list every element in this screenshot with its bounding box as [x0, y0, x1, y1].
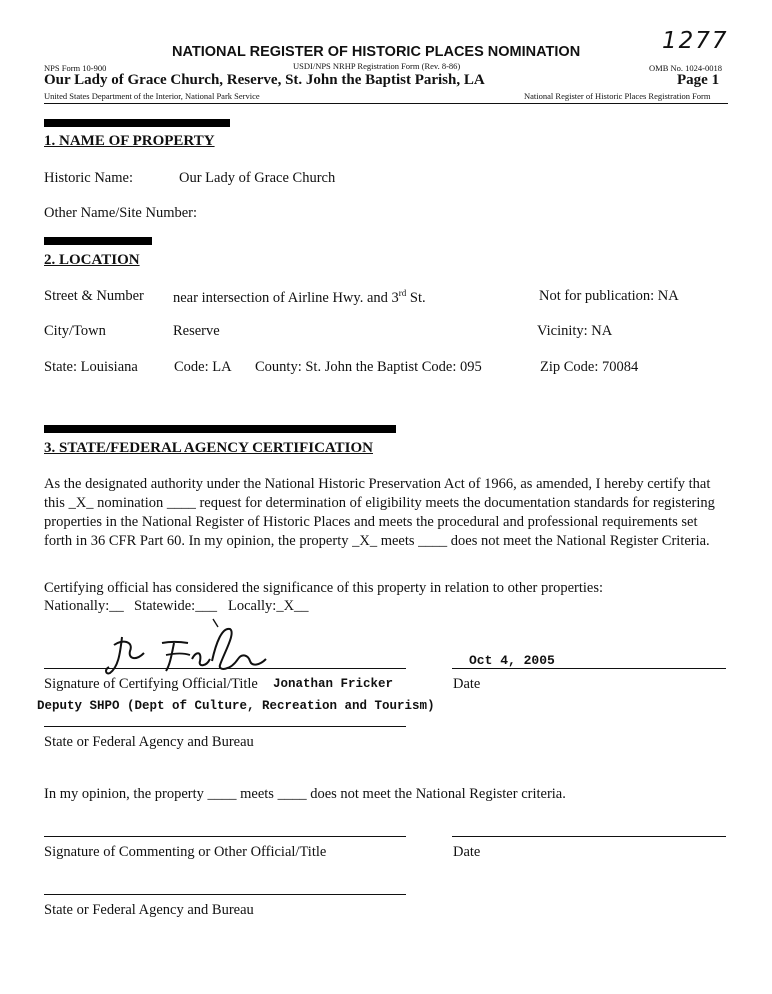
street-label: Street & Number [44, 288, 144, 304]
signatory-title: Deputy SHPO (Dept of Culture, Recreation and Tourism) [37, 699, 435, 713]
other-name-label: Other Name/Site Number: [44, 205, 198, 221]
date-line [452, 668, 726, 669]
section2-heading: 2. LOCATION [44, 252, 140, 268]
omb-number: OMB No. 1024-0018 [649, 63, 722, 73]
property-heading: Our Lady of Grace Church, Reserve, St. John the Baptist Parish, LA [44, 72, 485, 88]
zip-code: Zip Code: 70084 [540, 359, 639, 375]
signature-line [44, 668, 406, 669]
signature-date: Oct 4, 2005 [469, 653, 555, 668]
form-title: NATIONAL REGISTER OF HISTORIC PLACES NOMINATION [172, 44, 581, 60]
signatory-name: Jonathan Fricker [273, 677, 394, 691]
vicinity: Vicinity: NA [537, 323, 613, 339]
city-label: City/Town [44, 323, 106, 339]
section1-bar [44, 119, 230, 127]
agency-line-2 [44, 894, 406, 895]
header-rule [44, 103, 728, 104]
handwritten-number: 1277 [662, 28, 729, 54]
level-nationally: Nationally:__ [44, 598, 124, 614]
city-value: Reserve [173, 323, 220, 339]
date-label: Date [453, 676, 481, 692]
registration-form-rev: USDI/NPS NRHP Registration Form (Rev. 8-86) [293, 61, 461, 71]
agency-label: State or Federal Agency and Bureau [44, 734, 254, 750]
section3-heading: 3. STATE/FEDERAL AGENCY CERTIFICATION [44, 440, 373, 456]
signature-label: Signature of Certifying Official/Title [44, 676, 258, 692]
significance-line: Certifying official has considered the significance of this property in relation to other properties: [44, 580, 604, 596]
section2-bar [44, 237, 152, 245]
comment-date-line [452, 836, 726, 837]
street-value: near intersection of Airline Hwy. and 3rd St. [173, 288, 426, 306]
section1-heading: 1. NAME OF PROPERTY [44, 133, 215, 149]
section3-bar [44, 425, 396, 433]
historic-name-label: Historic Name: [44, 170, 133, 186]
comment-signature-label: Signature of Commenting or Other Official/Title [44, 844, 327, 860]
page-label: Page 1 [677, 72, 720, 88]
comment-signature-line [44, 836, 406, 837]
county-field: County: St. John the Baptist Code: 095 [255, 359, 482, 375]
agency-label-2: State or Federal Agency and Bureau [44, 902, 254, 918]
state-field: State: Louisiana [44, 359, 138, 375]
comment-date-label: Date [453, 844, 481, 860]
not-for-publication: Not for publication: NA [539, 288, 679, 304]
department: United States Department of the Interior, National Park Service [44, 91, 260, 101]
state-code: Code: LA [174, 359, 232, 375]
certification-paragraph: As the designated authority under the National Historic Preservation Act of 1966, as amended, I hereby certify that this _X_ nomination ____ request for determination of eligibility meets the documentation standards for registering properties in the National Register of Historic Places and meets the procedural and professional requirements set forth in 36 CFR Part 60. In my opinion, the property _X_ meets ____ does not meet the National Register Criteria. [44, 476, 715, 549]
registration-form-name: National Register of Historic Places Registration Form [524, 91, 711, 101]
opinion-line: In my opinion, the property ____ meets ____ does not meet the National Register criteria. [44, 786, 566, 802]
level-statewide: Statewide:___ [134, 598, 217, 614]
historic-name-value: Our Lady of Grace Church [179, 170, 336, 186]
form-number: NPS Form 10-900 [44, 63, 107, 73]
level-locally: Locally:_X__ [228, 598, 309, 614]
agency-line [44, 726, 406, 727]
